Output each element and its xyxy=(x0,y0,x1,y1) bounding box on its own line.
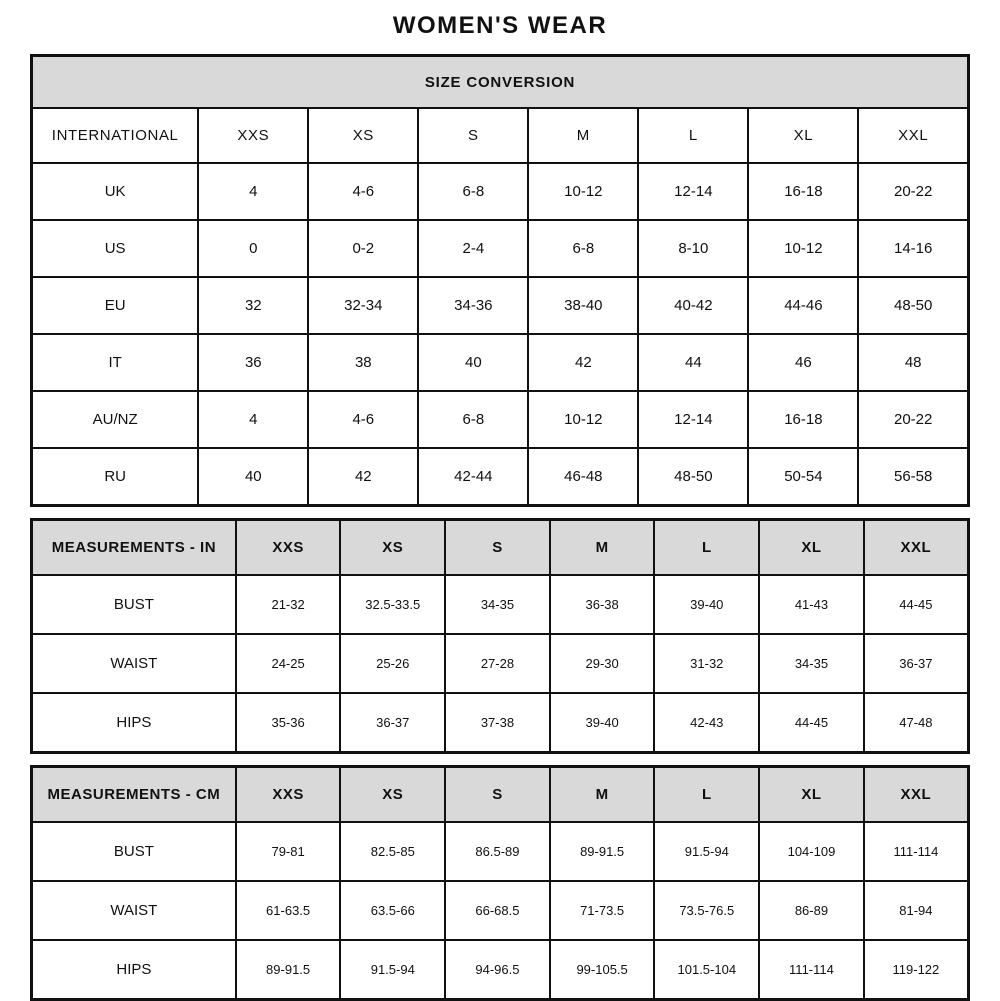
value-cell: 34-36 xyxy=(418,277,528,334)
row-label: HIPS xyxy=(32,693,236,753)
value-cell: 82.5-85 xyxy=(340,822,445,881)
value-cell: 0 xyxy=(198,220,308,277)
table-row xyxy=(32,277,969,334)
value-cell: 42 xyxy=(528,334,638,391)
value-cell: 4 xyxy=(198,391,308,448)
size-column-header: XL xyxy=(759,520,864,576)
size-column-header: L xyxy=(654,520,759,576)
value-cell: 119-122 xyxy=(864,940,969,1000)
value-cell: 4-6 xyxy=(308,163,418,220)
value-cell: 73.5-76.5 xyxy=(654,881,759,940)
size-column-header: XS xyxy=(308,108,418,163)
table-row xyxy=(32,940,969,1000)
value-cell: 91.5-94 xyxy=(654,822,759,881)
size-column-header: XXS xyxy=(236,767,341,823)
value-cell: 46 xyxy=(748,334,858,391)
table-row xyxy=(32,448,969,506)
table-row xyxy=(32,334,969,391)
value-cell: 41-43 xyxy=(759,575,864,634)
value-cell: 14-16 xyxy=(858,220,968,277)
table-row xyxy=(32,391,969,448)
value-cell: 44 xyxy=(638,334,748,391)
size-column-header: M xyxy=(550,767,655,823)
row-label: IT xyxy=(32,334,199,391)
value-cell: 48-50 xyxy=(638,448,748,506)
page-title: WOMEN'S WEAR xyxy=(392,12,608,39)
row-label: AU/NZ xyxy=(32,391,199,448)
value-cell: 40-42 xyxy=(638,277,748,334)
value-cell: 32-34 xyxy=(308,277,418,334)
value-cell: 6-8 xyxy=(528,220,638,277)
row-label: WAIST xyxy=(32,634,236,693)
table-row xyxy=(32,163,969,220)
row-label: UK xyxy=(32,163,199,220)
size-column-header: M xyxy=(550,520,655,576)
value-cell: 63.5-66 xyxy=(340,881,445,940)
value-cell: 44-45 xyxy=(864,575,969,634)
value-cell: 86-89 xyxy=(759,881,864,940)
value-cell: 40 xyxy=(198,448,308,506)
value-cell: 47-48 xyxy=(864,693,969,753)
size-column-header: XS xyxy=(340,520,445,576)
size-column-header: XXS xyxy=(198,108,308,163)
size-column-header: XXL xyxy=(858,108,968,163)
value-cell: 99-105.5 xyxy=(550,940,655,1000)
value-cell: 42 xyxy=(308,448,418,506)
row-label: EU xyxy=(32,277,199,334)
value-cell: 38 xyxy=(308,334,418,391)
size-column-header: L xyxy=(654,767,759,823)
size-column-header: L xyxy=(638,108,748,163)
row-label: BUST xyxy=(32,575,236,634)
row-label: HIPS xyxy=(32,940,236,1000)
value-cell: 2-4 xyxy=(418,220,528,277)
international-header: INTERNATIONAL xyxy=(32,108,199,163)
size-column-header: XXL xyxy=(864,767,969,823)
value-cell: 16-18 xyxy=(748,391,858,448)
value-cell: 0-2 xyxy=(308,220,418,277)
value-cell: 32.5-33.5 xyxy=(340,575,445,634)
value-cell: 27-28 xyxy=(445,634,550,693)
value-cell: 56-58 xyxy=(858,448,968,506)
value-cell: 104-109 xyxy=(759,822,864,881)
value-cell: 24-25 xyxy=(236,634,341,693)
value-cell: 36-38 xyxy=(550,575,655,634)
size-column-header: S xyxy=(445,520,550,576)
value-cell: 44-46 xyxy=(748,277,858,334)
value-cell: 4-6 xyxy=(308,391,418,448)
value-cell: 91.5-94 xyxy=(340,940,445,1000)
value-cell: 36-37 xyxy=(340,693,445,753)
size-column-header: XXS xyxy=(236,520,341,576)
value-cell: 46-48 xyxy=(528,448,638,506)
table-row xyxy=(32,220,969,277)
value-cell: 42-44 xyxy=(418,448,528,506)
value-cell: 36 xyxy=(198,334,308,391)
value-cell: 12-14 xyxy=(638,391,748,448)
row-label: RU xyxy=(32,448,199,506)
value-cell: 111-114 xyxy=(759,940,864,1000)
value-cell: 48 xyxy=(858,334,968,391)
value-cell: 10-12 xyxy=(528,163,638,220)
size-conversion-banner-row xyxy=(32,56,969,109)
value-cell: 50-54 xyxy=(748,448,858,506)
value-cell: 42-43 xyxy=(654,693,759,753)
value-cell: 61-63.5 xyxy=(236,881,341,940)
value-cell: 25-26 xyxy=(340,634,445,693)
measurements-in-table xyxy=(30,518,970,754)
value-cell: 111-114 xyxy=(864,822,969,881)
table-row xyxy=(32,822,969,881)
table-row xyxy=(32,634,969,693)
value-cell: 66-68.5 xyxy=(445,881,550,940)
value-cell: 40 xyxy=(418,334,528,391)
value-cell: 44-45 xyxy=(759,693,864,753)
value-cell: 36-37 xyxy=(864,634,969,693)
value-cell: 21-32 xyxy=(236,575,341,634)
value-cell: 35-36 xyxy=(236,693,341,753)
value-cell: 37-38 xyxy=(445,693,550,753)
value-cell: 16-18 xyxy=(748,163,858,220)
value-cell: 38-40 xyxy=(528,277,638,334)
value-cell: 94-96.5 xyxy=(445,940,550,1000)
value-cell: 20-22 xyxy=(858,163,968,220)
value-cell: 71-73.5 xyxy=(550,881,655,940)
value-cell: 20-22 xyxy=(858,391,968,448)
value-cell: 89-91.5 xyxy=(236,940,341,1000)
value-cell: 48-50 xyxy=(858,277,968,334)
value-cell: 34-35 xyxy=(759,634,864,693)
measurements-in-header-row xyxy=(32,520,969,576)
value-cell: 4 xyxy=(198,163,308,220)
value-cell: 39-40 xyxy=(654,575,759,634)
value-cell: 31-32 xyxy=(654,634,759,693)
row-label: BUST xyxy=(32,822,236,881)
value-cell: 6-8 xyxy=(418,391,528,448)
value-cell: 29-30 xyxy=(550,634,655,693)
size-column-header: XL xyxy=(748,108,858,163)
size-column-header: S xyxy=(418,108,528,163)
table-row xyxy=(32,693,969,753)
value-cell: 8-10 xyxy=(638,220,748,277)
row-label: US xyxy=(32,220,199,277)
size-conversion-title: SIZE CONVERSION xyxy=(32,56,969,109)
size-conversion-header-row xyxy=(32,108,969,163)
size-column-header: XL xyxy=(759,767,864,823)
value-cell: 79-81 xyxy=(236,822,341,881)
size-column-header: S xyxy=(445,767,550,823)
measurements-cm-header-row xyxy=(32,767,969,823)
measurements-cm-title: MEASUREMENTS - CM xyxy=(32,767,236,823)
measurements-cm-table xyxy=(30,765,970,1001)
size-column-header: XXL xyxy=(864,520,969,576)
table-row xyxy=(32,881,969,940)
value-cell: 34-35 xyxy=(445,575,550,634)
value-cell: 10-12 xyxy=(748,220,858,277)
value-cell: 12-14 xyxy=(638,163,748,220)
size-conversion-table xyxy=(30,54,970,507)
size-column-header: XS xyxy=(340,767,445,823)
measurements-in-title: MEASUREMENTS - IN xyxy=(32,520,236,576)
size-column-header: M xyxy=(528,108,638,163)
value-cell: 101.5-104 xyxy=(654,940,759,1000)
value-cell: 39-40 xyxy=(550,693,655,753)
value-cell: 6-8 xyxy=(418,163,528,220)
row-label: WAIST xyxy=(32,881,236,940)
value-cell: 86.5-89 xyxy=(445,822,550,881)
value-cell: 32 xyxy=(198,277,308,334)
value-cell: 10-12 xyxy=(528,391,638,448)
value-cell: 89-91.5 xyxy=(550,822,655,881)
table-row xyxy=(32,575,969,634)
value-cell: 81-94 xyxy=(864,881,969,940)
